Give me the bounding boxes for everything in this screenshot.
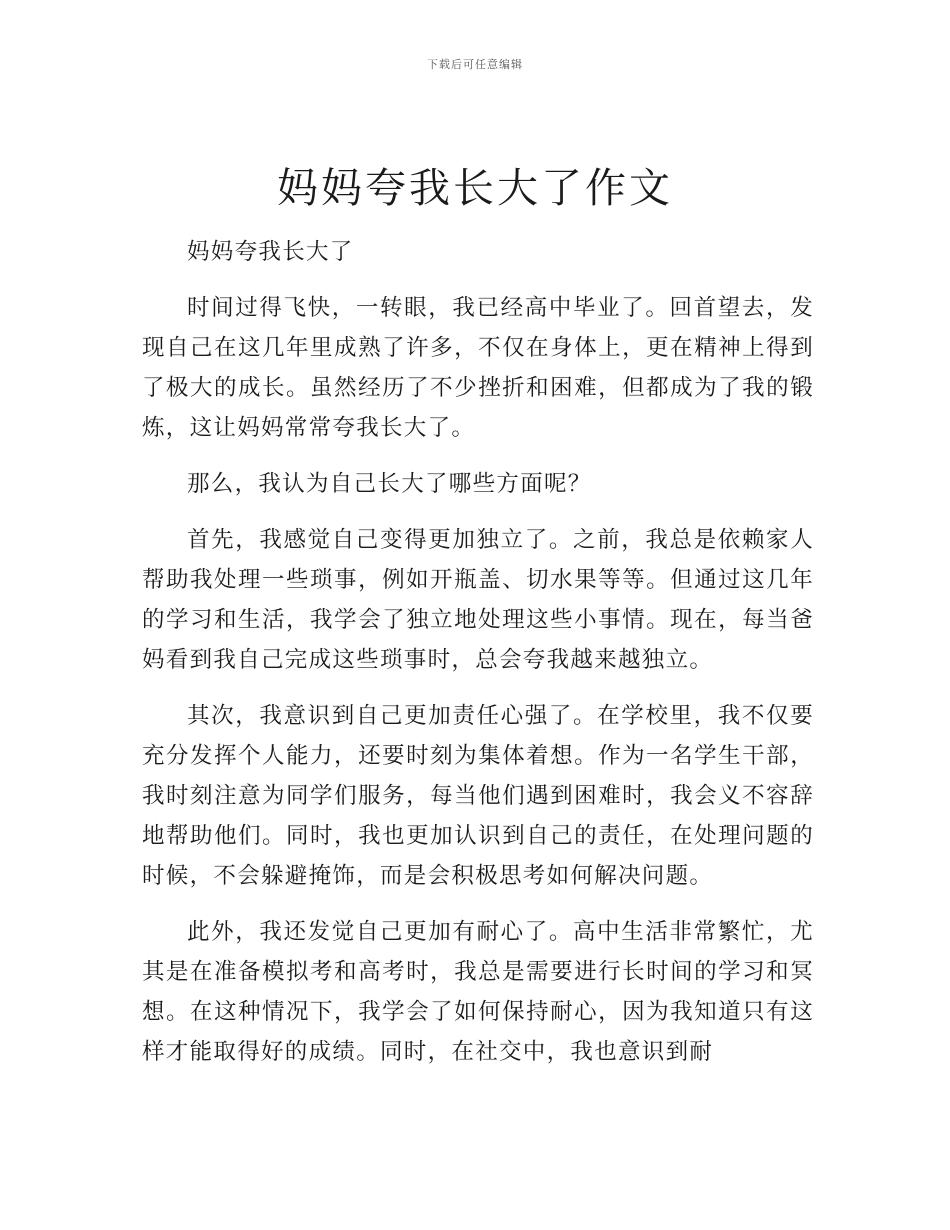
document-title: 妈妈夸我长大了作文 (277, 164, 673, 212)
paragraph: 首先，我感觉自己变得更加独立了。之前，我总是依赖家人帮助我处理一些琐事，例如开瓶盖、切水果等等。但通过这几年的学习和生活，我学会了独立地处理这些小事情。现在，每当爸妈看到我自己完成这些琐事时，总会夸我越来越独立。 (142, 527, 814, 673)
document-body (142, 232, 814, 1088)
paragraph: 此外，我还发觉自己更加有耐心了。高中生活非常繁忙，尤其是在准备模拟考和高考时，我总是需要进行长时间的学习和冥想。在这种情况下，我学会了如何保持耐心，因为我知道只有这样才能取得好的成绩。同时，在社交中，我也意识到耐 (142, 919, 814, 1065)
header-note: 下载后可任意编辑 (427, 58, 523, 71)
paragraph: 时间过得飞快，一转眼，我已经高中毕业了。回首望去，发现自己在这几年里成熟了许多，不仅在身体上，更在精神上得到了极大的成长。虽然经历了不少挫折和困难，但都成为了我的锻炼，这让妈妈常常夸我长大了。 (142, 295, 814, 441)
paragraph: 其次，我意识到自己更加责任心强了。在学校里，我不仅要充分发挥个人能力，还要时刻为集体着想。作为一名学生干部，我时刻注意为同学们服务，每当他们遇到困难时，我会义不容辞地帮助他们。同时，我也更加认识到自己的责任，在处理问题的时候，不会躲避掩饰，而是会积极思考如何解决问题。 (142, 703, 814, 889)
paragraph: 那么，我认为自己长大了哪些方面呢？ (187, 471, 592, 497)
paragraph-subtitle: 妈妈夸我长大了 (187, 239, 354, 265)
